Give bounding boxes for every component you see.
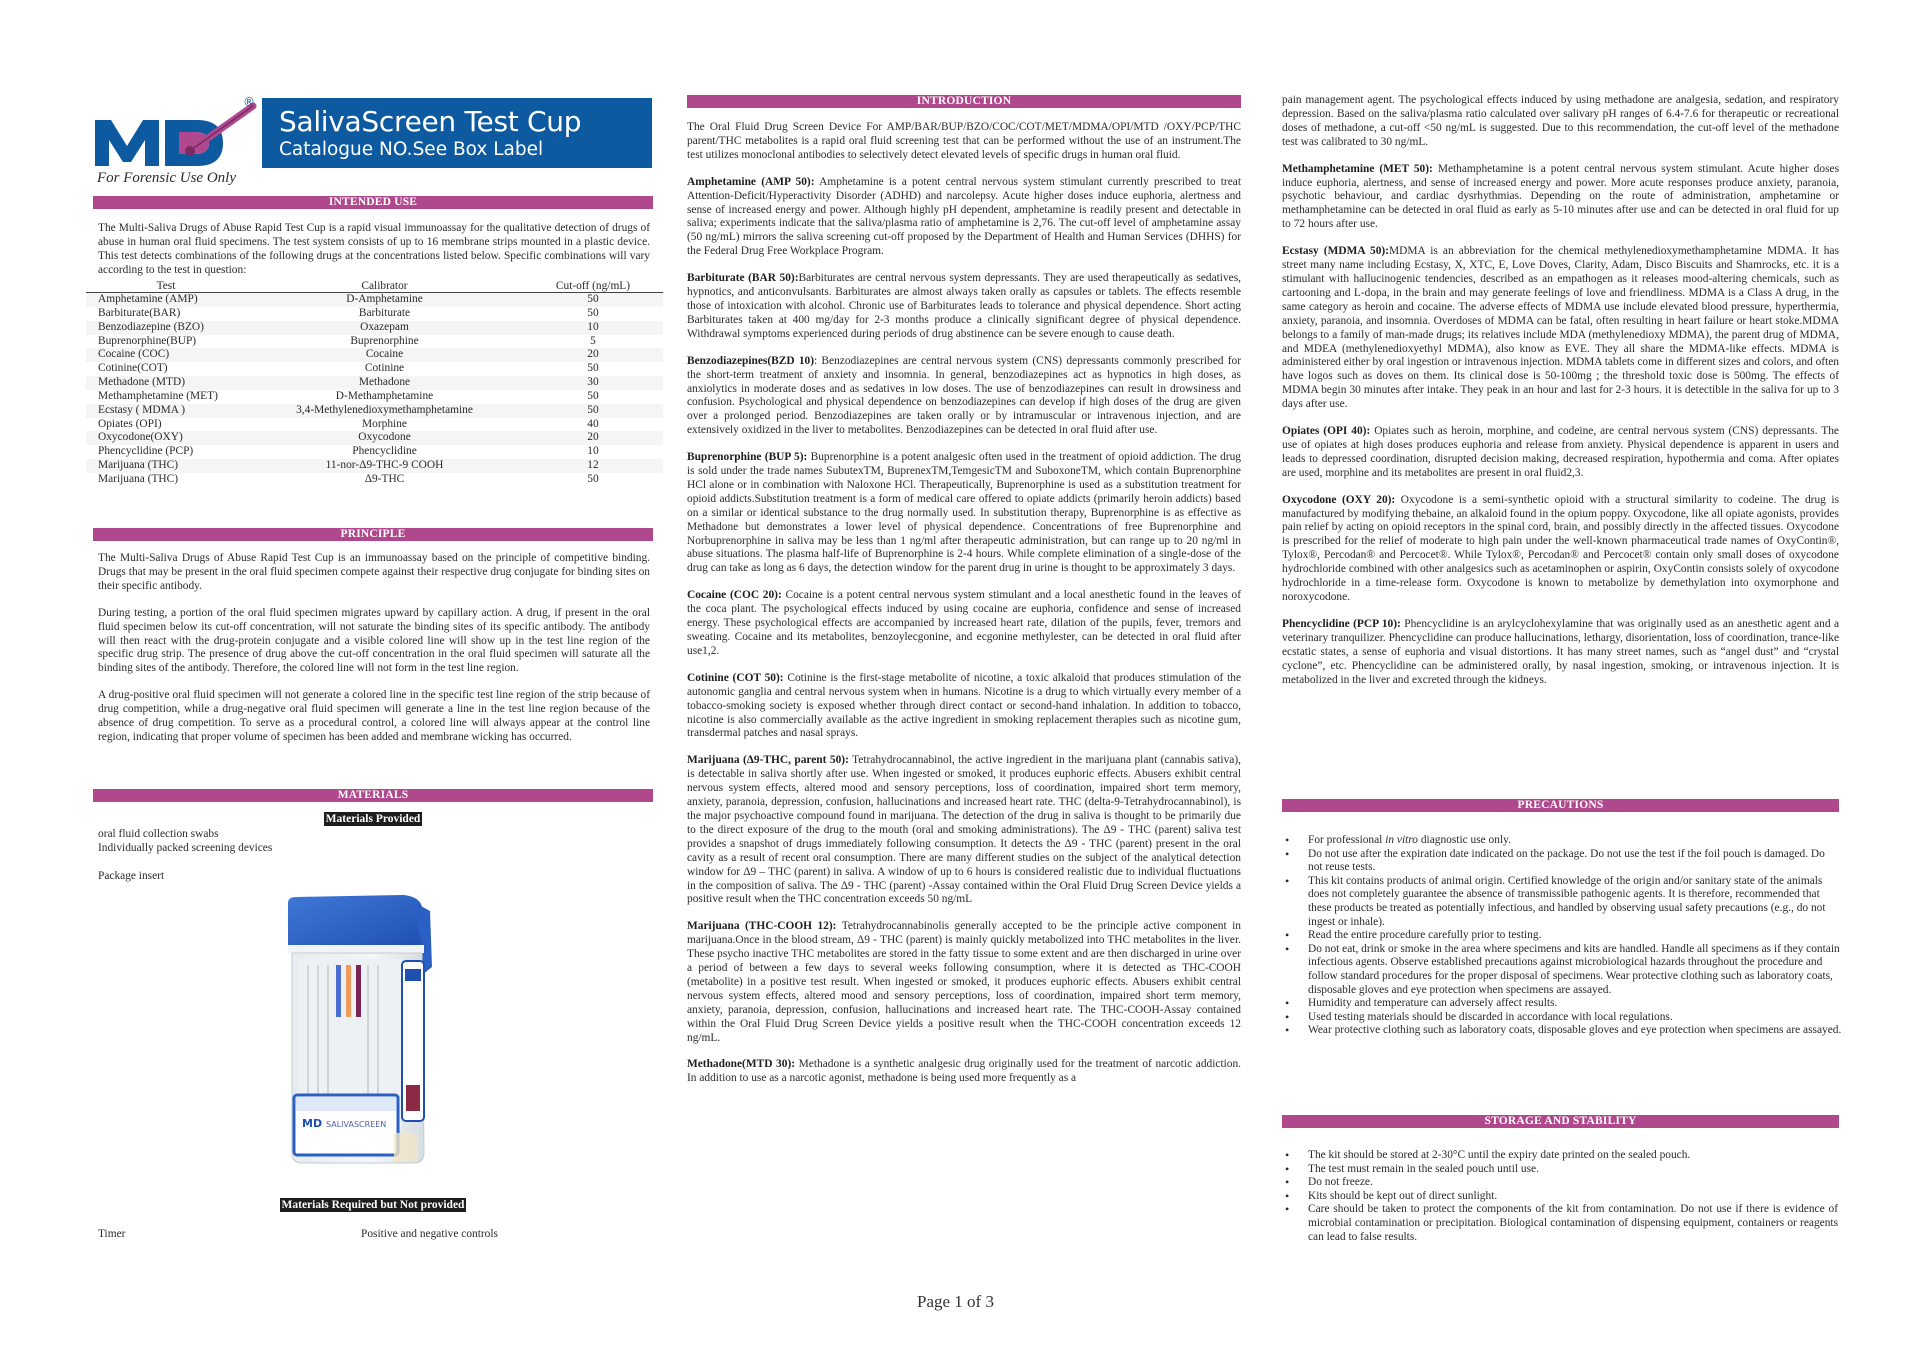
cell-test: Opiates (OPI) bbox=[98, 417, 162, 430]
table-row bbox=[86, 418, 663, 432]
cell-calibrator: Buprenorphine bbox=[350, 334, 419, 347]
table-row bbox=[86, 348, 663, 362]
table-header-row bbox=[86, 280, 663, 293]
registered-mark: ® bbox=[243, 95, 255, 109]
cell-cutoff: 50 bbox=[587, 362, 599, 375]
cell-cutoff: 10 bbox=[587, 445, 599, 458]
drug-section bbox=[1282, 163, 1839, 233]
cell-cutoff: 5 bbox=[590, 334, 596, 347]
drug-section-text: Amphetamine is a potent central nervous system stimulant currently prescribed to treat Attention-Deficit/Hyperactivity Disorder (ADHD) and narcolepsy. Acute higher doses induce euphoria, alertness and sense of increased energy and power. Although highly pH dependent, amphetamine is readily present and detectable in saliva; experiments indicate that the saliva/plasma ratio of amphetamine is 2,76. The cut-off level of amphetamine assay (50 ng/mL) mirrors the saliva screening cut-off proposed by the Department of Health and Human Services (DHHS) for the Federal Drug Free Workplace Program. bbox=[687, 175, 1241, 258]
drug-section bbox=[1282, 94, 1839, 150]
cell-cutoff: 30 bbox=[523, 376, 663, 390]
materials-required-label: Materials Required but Not provided bbox=[281, 1199, 465, 1211]
drug-section-text: pain management agent. The psychological effects induced by using methadone are analgesia, sedation, and respiratory depression. Based on the saliva/plasma ratio calculated over salivary pH ranges of 6.4-7.6 for therapeutic or recreational doses of methadone, a cut-off <50 ng/mL is suggested. Due to this recommendation, the cut-off level of the methadone test was calibrated to 30 ng/mL. bbox=[1282, 94, 1839, 148]
precaution-item: • Read the entire procedure carefully prior to testing. bbox=[1282, 929, 1842, 943]
drug-section-title: Opiates (OPI 40): bbox=[1282, 425, 1371, 438]
drug-section-title: Ecstasy (MDMA 50): bbox=[1282, 245, 1390, 258]
table-row bbox=[86, 293, 663, 307]
cell-calibrator: D-Amphetamine bbox=[246, 293, 523, 307]
cell-calibrator: Δ9-THC bbox=[364, 472, 405, 485]
cell-test: Amphetamine (AMP) bbox=[86, 293, 246, 307]
cell-cutoff: 20 bbox=[523, 431, 663, 445]
right-column-body bbox=[1282, 94, 1839, 700]
drug-section-title: Oxycodone (OXY 20): bbox=[1282, 493, 1396, 506]
cell-calibrator: Barbiturate bbox=[358, 306, 411, 319]
column-header-calibrator: Calibrator bbox=[246, 280, 523, 293]
materials-provided-item: Package insert bbox=[98, 870, 165, 882]
precaution-item: • Wear protective clothing such as laboratory coats, disposable gloves and eye protection when specimens are assayed. bbox=[1282, 1024, 1842, 1038]
drug-section-title: Marijuana (THC-COOH 12): bbox=[687, 920, 837, 933]
table-row bbox=[86, 459, 663, 473]
drug-section-title: Cocaine (COC 20): bbox=[687, 589, 782, 602]
label-product-name: SALIVASCREEN bbox=[326, 1120, 387, 1129]
drug-section-text: Oxycodone is a semi-synthetic opioid with a structural similarity to codeine. The drug is manufactured by modifying thebaine, an alkaloid found in the opium poppy. Oxycodone, like all opiate agonists, provides pain relief by acting on opioid receptors in the spinal cord, brain, and possibly directly in the affected tissues. Oxycodone is prescribed for the relief of moderate to high pain under the well-known pharmaceutical trade names of OxyContin®, Tylox®, Percodan® and Percocet®. While Tylox®, Percodan® and Percocet® contain only small doses of oxycodone hydrochloride combined with other analgesics such as acetaminophen or aspirin, OxyContin consists solely of oxycodone hydrochloride in a time-release form. Oxycodone is known to metabolize by demethylation into oxymorphone and noroxycodone. bbox=[1282, 493, 1839, 603]
storage-item: • Care should be taken to protect the components of the kit from contamination. Do not use if there is evidence of microbial contamination or precipitation. Biological contamination of dispensing equipment, containers or reagents can lead to false results. bbox=[1282, 1203, 1838, 1244]
cell-calibrator: 3,4-Methylenedioxymethamphetamine bbox=[246, 404, 523, 418]
drug-section bbox=[687, 589, 1241, 659]
cell-calibrator: Oxycodone bbox=[246, 431, 523, 445]
cell-calibrator: D-Methamphetamine bbox=[335, 389, 434, 402]
cell-calibrator: Morphine bbox=[362, 417, 407, 430]
cell-test: Phencyclidine (PCP) bbox=[98, 445, 194, 458]
materials-provided-item: Individually packed screening devices bbox=[98, 842, 273, 854]
storage-item: • Kits should be kept out of direct sunlight. bbox=[1282, 1190, 1838, 1204]
precaution-item: • Humidity and temperature can adversely affect results. bbox=[1282, 997, 1842, 1011]
column-header-test: Test bbox=[86, 280, 246, 293]
intended-use-text: The Multi-Saliva Drugs of Abuse Rapid Test Cup is a rapid visual immunoassay for the qualitative detection of drugs of abuse in human oral fluid specimens. The test system consists of up to 16 membrane strips mounted in a plastic device. This test detects combinations of the following drugs at the concentrations listed below. Specific combinations will vary according to the test in question: bbox=[98, 222, 650, 276]
materials-required-item: Positive and negative controls bbox=[361, 1228, 498, 1240]
cell-test: Cocaine (COC) bbox=[86, 348, 246, 362]
drug-section-text: Tetrahydrocannabinol, the active ingredient in the marijuana plant (cannabis sativa), is detectable in saliva shortly after use. When ingested or smoked, it produces euphoric effects. Abusers exhibit central nervous system effects, altered mood and sensory perceptions, loss of coordination, impaired short term memory, anxiety, paranoia, depression, confusion, hallucinations and increased heart rate. THC (delta-9-Tetrahydrocannabinol), is the major psychoactive compound found in marijuana. The detection of the drug in saliva is thought to be primarily due to the direct exposure of the drug to the mouth (oral and smoking administrations). The Δ9 - THC (parent) saliva test provides a snapshot of drugs immediately following consumption. It detects the Δ9 - THC (parent) present in the oral cavity as a result of recent oral consumption. There are many different studies on the subject of the analytical detection window for Δ9 – THC (parent) in saliva. A window of up to 6 hours is considered realistic due to individual fluctuations in the composition of saliva. The Δ9 - THC (parent) -Assay contained within the Oral Fluid Drug Screen Device yields a positive result when the THC concentration exceeds 50 ng/mL bbox=[687, 754, 1241, 906]
drug-section-title: Barbiturate (BAR 50): bbox=[687, 272, 799, 285]
cell-test: Marijuana (THC) bbox=[98, 472, 179, 485]
drug-section-text: Methamphetamine is a potent central nervous system stimulant. Acute higher doses induce euphoria, alertness, and sense of increased energy and power. More acute responses produce anxiety, paranoia, psychotic behaviour, and cardiac dysrhythmias. Depending on the route of administration, amphetamine or methamphetamine can be detected in oral fluid as early as 5-10 minutes after use and can be detected in oral fluid for up to 72 hours after use. bbox=[1282, 162, 1839, 231]
cell-test: Ecstasy ( MDMA ) bbox=[86, 404, 246, 418]
cell-cutoff: 40 bbox=[587, 417, 599, 430]
table-row bbox=[86, 321, 663, 335]
table-row bbox=[86, 376, 663, 390]
drug-section bbox=[1282, 618, 1839, 688]
drug-section-title: Benzodiazepines(BZD 10) bbox=[687, 354, 815, 367]
table-row bbox=[86, 362, 663, 376]
materials-required-item: Timer bbox=[98, 1228, 126, 1240]
title-banner bbox=[262, 98, 652, 168]
cell-test: Benzodiazepine (BZO) bbox=[86, 321, 246, 335]
cell-cutoff: 50 bbox=[523, 293, 663, 307]
cell-calibrator: Methadone bbox=[246, 376, 523, 390]
cell-test: Cotinine(COT) bbox=[98, 362, 168, 375]
materials-required-heading-wrap bbox=[93, 1198, 653, 1213]
section-header-storage: STORAGE AND STABILITY bbox=[1282, 1115, 1839, 1128]
materials-provided-heading-wrap bbox=[93, 812, 653, 827]
drug-section bbox=[687, 1058, 1241, 1086]
materials-provided-label: Materials Provided bbox=[325, 813, 421, 825]
cell-test: Methadone (MTD) bbox=[86, 376, 246, 390]
cell-calibrator: Cotinine bbox=[364, 362, 405, 375]
drug-section-text: Methadone is a synthetic analgesic drug originally used for the treatment of narcotic addiction. In addition to use as a narcotic agonist, methadone is being used more frequently as a bbox=[687, 1058, 1242, 1085]
drug-section bbox=[1282, 494, 1839, 605]
storage-item: • Do not freeze. bbox=[1282, 1176, 1838, 1190]
drug-section bbox=[1282, 245, 1839, 412]
drug-section-text: MDMA is an abbreviation for the chemical methylenedioxymethamphetamine MDMA. It has street many name including Ecstasy, X, XTC, E, Love Doves, Clarity, Adam, Disco Biscuits and Shamrocks, etc. it is a stimulant with hallucinogenic tendencies, described as an empathogen as it releases mood-altering chemicals, such as cartooning and L-dopa, in the brain and may generate feelings of love and friendliness. MDMA is a Class A drug, in the same category as heroin and cocaine. The adverse effects of MDMA use include elevated blood pressure, hyperthermia, anxiety, paranoia, and insomnia. Overdoses of MDMA can be fatal, often resulting in heart failure or heart stoke.MDMA belongs to a family of man-made drugs; its relatives include MDA (methylenedioxy MDMA), the parent drug of MDMA, and MDEA (methylenedioxyethyl MDMA), also know as EVE. They all share the MDMA-like effects. MDMA is administered either by oral ingestion or intravenous injection. MDMA tablets come in different sizes and colors, and often have logos such as doves on them. Its clinical dose is 50-100mg ; the threshold toxic dose is 500mg. The effects of MDMA begin 30 minutes after intake. They peak in an hour and last for 2-3 hours. it is detectible in the saliva for up to 3 days after use. bbox=[1282, 245, 1839, 411]
drug-section-text: Barbiturates are central nervous system depressants. They are used therapeutically as sedatives, hypnotics, and anticonvulsants. Barbiturates are almost always taken orally as capsules or tablets. The effects resemble those of intoxication with alcohol. Chronic use of Barbiturates leads to tolerance and physical dependence. Short acting Barbiturates taken at 400 mg/day for 2-3 months produce a clinically significant degree of physical dependence. Withdrawal symptoms experienced during periods of drug abstinence can be severe enough to cause death. bbox=[687, 272, 1241, 340]
label-brand: MD bbox=[302, 1117, 323, 1130]
page-number: Page 1 of 3 bbox=[917, 1292, 994, 1311]
cell-cutoff: 12 bbox=[523, 459, 663, 473]
section-header-introduction: INTRODUCTION bbox=[687, 95, 1241, 108]
cell-cutoff: 50 bbox=[587, 472, 599, 485]
product-title: SalivaScreen Test Cup bbox=[279, 105, 582, 138]
cell-calibrator: 11-nor-Δ9-THC-9 COOH bbox=[246, 459, 523, 473]
principle-paragraph: A drug-positive oral fluid specimen will not generate a colored line in the specific test line region of the strip because of drug competition, while a drug-negative oral fluid specimen will generate a line in the test line region because of the absence of drug competition. To serve as a procedural control, a colored line will always appear at the control line region, indicating that proper volume of specimen has been added and membrane wicking has occurred. bbox=[98, 689, 650, 743]
table-row bbox=[86, 404, 663, 418]
drug-section-title: Cotinine (COT 50): bbox=[687, 671, 784, 684]
table-row bbox=[86, 431, 663, 445]
drug-section-text: Phencyclidine is an arylcyclohexylamine that was originally used as an anesthetic agent and a veterinary tranquilizer. Phencyclidine can produce hallucinations, lethargy, disorientation, loss of coordination, trance-like ecstatic states, a sense of euphoria and visual distortions. It has many street names, such as “angel dust” and “crystal cyclone”, etc. Phencyclidine can be administered orally, by nasal ingestion, smoking, or intravenous injection. It is metabolized in the liver and excreted through the kidneys. bbox=[1282, 617, 1840, 686]
storage-item: • The kit should be stored at 2-30°C until the expiry date printed on the sealed pouch. bbox=[1282, 1149, 1838, 1163]
table-row bbox=[86, 335, 663, 349]
drug-section bbox=[687, 176, 1241, 259]
storage-item: • The test must remain in the sealed pouch until use. bbox=[1282, 1163, 1838, 1177]
cell-cutoff: 50 bbox=[587, 306, 599, 319]
cell-test: Oxycodone(OXY) bbox=[86, 431, 246, 445]
md-logo-graphic bbox=[93, 95, 265, 172]
drug-section-title: Marijuana (Δ9-THC, parent 50): bbox=[687, 754, 849, 767]
section-header-intended-use: INTENDED USE bbox=[93, 196, 653, 209]
cell-test: Barbiturate(BAR) bbox=[98, 306, 181, 319]
drug-cutoff-table bbox=[86, 280, 663, 487]
cell-cutoff: 10 bbox=[523, 321, 663, 335]
drug-section-title: Amphetamine (AMP 50): bbox=[687, 175, 815, 188]
cell-test: Methamphetamine (MET) bbox=[98, 389, 218, 402]
drug-section bbox=[687, 451, 1241, 576]
cell-calibrator: Cocaine bbox=[246, 348, 523, 362]
precaution-item: • Used testing materials should be discarded in accordance with local regulations. bbox=[1282, 1011, 1842, 1025]
drug-section-text: Cotinine is the first-stage metabolite of nicotine, a toxic alkaloid that produces stimulation of the autonomic ganglia and central nervous system when in humans. Nicotine is a drug to which virtually every member of a tobacco-smoking society is exposed whether through direct contact or second-hand inhalation. In addition to tobacco, nicotine is also commercially available as the active ingredient in smoking replacement therapies such as nicotine gum, transdermal patches and nasal sprays. bbox=[687, 671, 1241, 740]
product-image-test-cup bbox=[284, 895, 464, 1185]
section-header-principle: PRINCIPLE bbox=[93, 528, 653, 541]
precaution-item bbox=[1282, 834, 1842, 848]
drug-section bbox=[687, 272, 1241, 342]
principle-body bbox=[98, 552, 650, 745]
drug-section-text: Buprenorphine is a potent analgesic often used in the treatment of opioid addiction. The drug is sold under the trade names SubutexTM, BuprenexTM,TemgesicTM and SuboxoneTM, which contain Buprenorphine HCl alone or in combination with Naloxone HCl. Therapeutically, Buprenorphine is used as a substitution treatment for opioid addicts.Substitution treatment is a form of medical care offered to opiate addicts (primarily heroin addicts) based on a similar or identical substance to the drug normally used. In substitution therapy, Buprenorphine is as effective as Methadone but demonstrates a lower level of physical dependence. Concentrations of free Buprenorphine and Norbuprenorphine in saliva may be less than 1 ng/ml after therapeutic administration, but can range up to 20 ng/ml in abuse situations. The plasma half-life of Buprenorphine is 2-4 hours. While complete elimination of a single-dose of the drug can take as long as 6 days, the detection window for the parent drug in urine is thought to be approximately 3 days. bbox=[687, 451, 1241, 575]
precaution-text: diagnostic use only. bbox=[1418, 834, 1511, 846]
drug-section bbox=[687, 754, 1241, 907]
cell-cutoff: 50 bbox=[587, 389, 599, 402]
md-logo bbox=[93, 95, 263, 170]
cell-test: Marijuana (THC) bbox=[86, 459, 246, 473]
precaution-italic: in vitro bbox=[1385, 834, 1419, 846]
table-row bbox=[86, 307, 663, 321]
test-cup-illustration bbox=[284, 895, 464, 1185]
introduction-text: The Oral Fluid Drug Screen Device For AMP/BAR/BUP/BZO/COC/COT/MET/MDMA/OPI/MTD /OXY/PCP/THC parent/THC metabolites is a rapid oral fluid screening test that can be performed without the use of an instrument.The test utilizes monoclonal antibodies to selectively detect elevated levels of specific drugs in human oral fluid. bbox=[687, 121, 1241, 161]
drug-section-title: Methadone(MTD 30): bbox=[687, 1058, 796, 1071]
precaution-item: • Do not use after the expiration date indicated on the package. Do not use the test if the foil pouch is damaged. Do not reuse tests. bbox=[1282, 848, 1842, 875]
precaution-text: For professional bbox=[1308, 834, 1386, 846]
drug-section bbox=[1282, 425, 1839, 481]
middle-column-body bbox=[687, 121, 1241, 1099]
cell-calibrator: Phencyclidine bbox=[352, 445, 417, 458]
drug-section bbox=[687, 672, 1241, 742]
drug-section-title: Phencyclidine (PCP 10): bbox=[1282, 617, 1401, 630]
precaution-item: • Do not eat, drink or smoke in the area where specimens and kits are handled. Handle all specimens as if they contain infectious agents. Observe established precautions against microbiological hazards throughout the procedure and follow standard procedures for the proper disposal of specimens. Wear protective clothing such as laboratory coats, disposable gloves and eye protection when specimens are assayed. bbox=[1282, 943, 1842, 997]
table-row bbox=[86, 473, 663, 487]
drug-section-title: Buprenorphine (BUP 5): bbox=[687, 451, 808, 464]
storage-list bbox=[1282, 1149, 1838, 1244]
materials-provided-item: oral fluid collection swabs bbox=[98, 828, 219, 840]
drug-section-text: : Benzodiazepines are central nervous system (CNS) depressants commonly prescribed for the short-term treatment of anxiety and insomnia. In general, benzodiazepines act as hypnotics in high doses, as anxiolytics in moderate doses and as sedatives in low doses. The use of benzodiazepines can result in drowsiness and confusion. Psychological and physical dependence on benzodiazepines can develop if high doses of the drug are given over a prolonged period. Benzodiazepines are taken orally or by intramuscular or intravenous injection, and are extensively oxidized in the liver to metabolites. Benzodiazepines can be detected in oral fluid after use. bbox=[687, 354, 1241, 437]
principle-paragraph: During testing, a portion of the oral fluid specimen migrates upward by capillary action. A drug, if present in the oral fluid specimen below its cut-off concentration, will not saturate the binding sites of its specific antibody. The antibody will then react with the drug-protein conjugate and a visible colored line will show up in the test line region of the specific drug strip. The presence of drug above the cut-off concentration in the oral fluid specimen will saturate all the binding sites of the antibody. Therefore, the colored line will not form in the test line region. bbox=[98, 606, 650, 675]
section-header-precautions: PRECAUTIONS bbox=[1282, 799, 1839, 812]
drug-section bbox=[687, 920, 1241, 1045]
section-header-materials: MATERIALS bbox=[93, 789, 653, 802]
drug-section bbox=[687, 355, 1241, 438]
precaution-item: • This kit contains products of animal origin. Certified knowledge of the origin and/or sanitary state of the animals does not completely guarantee the absence of transmissible pathogenic agents. It is therefore, recommended that these products be treated as potentially infectious, and handled by observing usual safety precautions (e.g., do not ingest or inhale). bbox=[1282, 875, 1842, 929]
table-row bbox=[86, 445, 663, 459]
drug-section-text: Opiates such as heroin, morphine, and codeine, are central nervous system (CNS) depressants. The use of opiates at high doses produces euphoria and release from anxiety. Physical dependence is apparent in users and leads to depressed coordination, disrupted decision making, decreased respiration, hypothermia and coma. After opiates are used, morphine and its metabolites are present in oral fluid2,3. bbox=[1282, 425, 1839, 479]
drug-section-title: Methamphetamine (MET 50): bbox=[1282, 162, 1433, 175]
cell-cutoff: 50 bbox=[523, 404, 663, 418]
cell-test: Buprenorphine(BUP) bbox=[98, 334, 197, 347]
cell-calibrator: Oxazepam bbox=[246, 321, 523, 335]
column-header-cutoff: Cut-off (ng/mL) bbox=[523, 280, 663, 293]
precautions-list bbox=[1282, 834, 1842, 1038]
cell-cutoff: 20 bbox=[523, 348, 663, 362]
drug-section-text: Cocaine is a potent central nervous system stimulant and a local anesthetic found in the leaves of the coca plant. The psychological effects induced by using cocaine are euphoria, confidence and sense of increased energy. These psychological effects are accompanied by increased heart rate, dilation of the pupils, fever, tremors and sweating. Cocaine and its metabolites, benzoylecgonine, and ecgonine methylester, can be detected in oral fluid after use1,2. bbox=[687, 589, 1241, 657]
forensic-note: For Forensic Use Only bbox=[97, 170, 236, 186]
drug-section-text: Tetrahydrocannabinolis generally accepted to be the principle active component in marijuana.Once in the blood stream, Δ9 - THC (parent) is mainly quickly metabolized into THC metabolites in the liver. These psycho inactive THC metabolites are stored in the fatty tissue to some extent and are then discharged in urine over a period of between a few days to several weeks following consumption, where it is detected as THC-COOH (metabolite) in a positive test result. When ingested or smoked, it produces euphoric effects. Abusers exhibit central nervous system effects, altered mood and sensory perceptions, loss of coordination, impaired short term memory, anxiety, paranoia, depression, confusion, hallucinations and increased heart rate. The THC-COOH-Assay contained within the Oral Fluid Drug Screen Device yields a positive result when the THC-COOH concentration exceeds 12 ng/mL. bbox=[687, 920, 1241, 1044]
catalogue-number: Catalogue NO.See Box Label bbox=[279, 139, 544, 160]
table-row bbox=[86, 390, 663, 404]
principle-paragraph: The Multi-Saliva Drugs of Abuse Rapid Test Cup is an immunoassay based on the principle of competitive binding. Drugs that may be present in the oral fluid specimen compete against their respective drug conjugate for binding sites on their specific antibody. bbox=[98, 552, 650, 592]
